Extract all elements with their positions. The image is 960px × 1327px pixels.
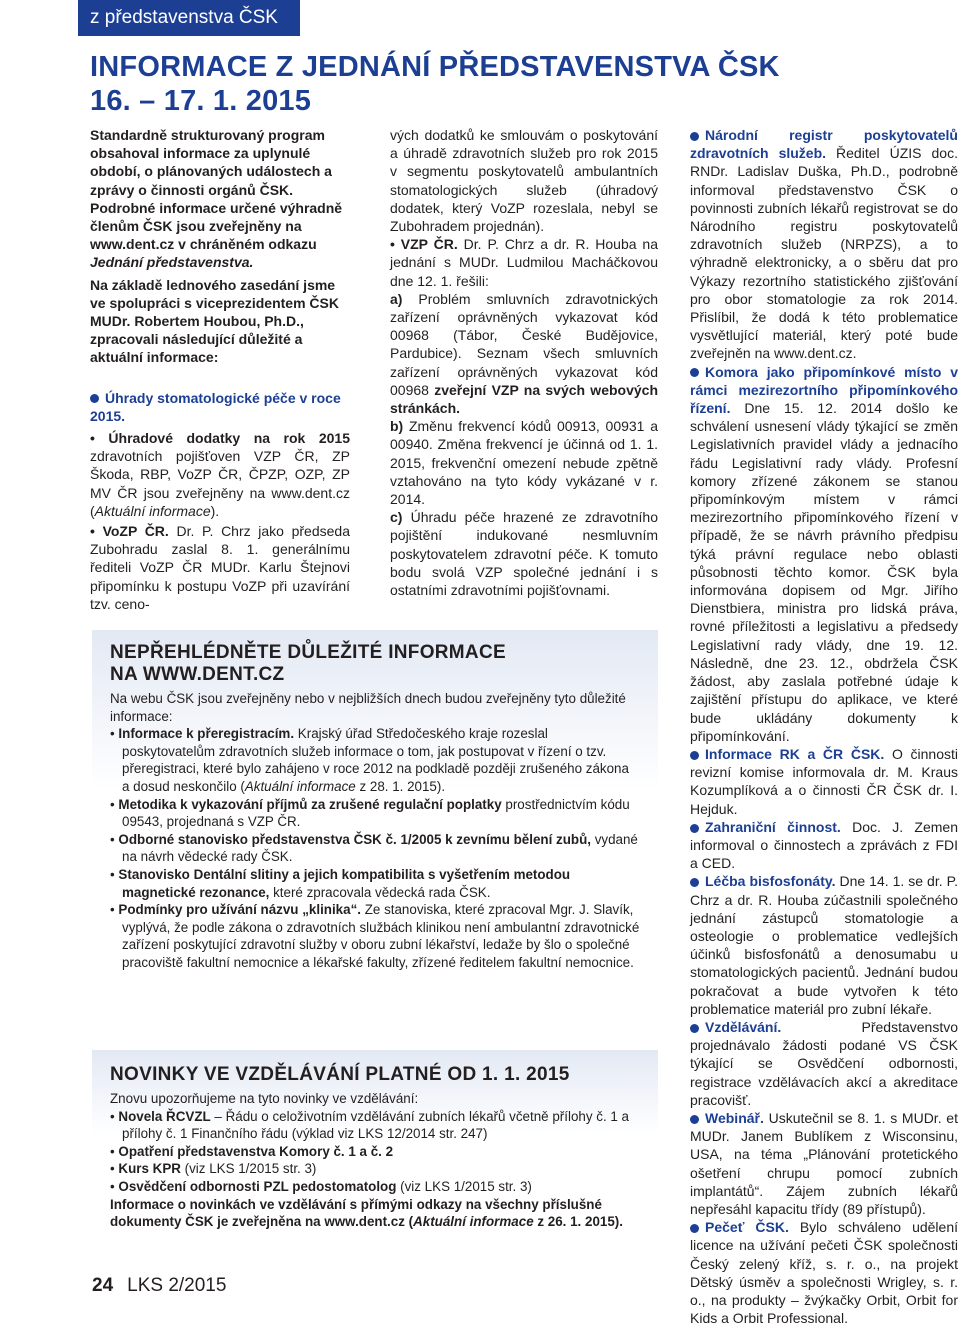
- box-title: NEPŘEHLÉDNĚTE DŮLEŽITÉ INFORMACE NA WWW.DENT.CZ: [110, 642, 506, 685]
- news-item: Léčba bisfosfonáty. Dne 14. 1. se dr. P. Chrz a dr. R. Houba zúčastnili společného jednání zástupců stomatologie a osteologie o problematice vedlejších účinků bisfosfonátů a denosumabu u stomatologických pacientů. Jednání budou pokračovat a bude vytvořen k této problematice materiál pro zubní lékaře.: [690, 873, 958, 1017]
- news-item: Pečeť ČSK. Bylo schváleno udělení licence na užívání pečeti ČSK společnosti Český zelený kříž, s. r. o., na projekt Dětský úsměv a společnosti Wrigley, s. r. o., na produkty – žvýkačky Orbit, Orbit for Kids a Orbit Professional.: [690, 1219, 958, 1327]
- bullet-dot-icon: [690, 1024, 699, 1033]
- news-item: Vzdělávání. Představenstvo projednávalo žádosti podané VS ČSK týkající se Osvědčení odbornosti, registrace vzdělávacích akcí a akreditace pracovišť.: [690, 1018, 958, 1108]
- paragraph-continuation: vých dodatků ke smlouvám o poskytování a úhradě zdravotních služeb pro rok 2015 v segmentu poskytovatelů ambulantních stomatologických služeb (úhradový dodatek, který VoZP rozeslala, nebyl se Zubohradem projednán).: [390, 127, 658, 235]
- box-list-item: • Opatření představenstva Komory č. 1 a č. 2: [110, 1143, 394, 1159]
- section-title-payments: Úhrady stomatologické péče v roce 2015.: [90, 389, 341, 424]
- bullet-dot-icon: [90, 394, 99, 403]
- intro-paragraph: Standardně strukturovaný program obsahoval informace za uplynulé období, o plánovaných událostech a zprávy o činnosti orgánů ČSK. Podrobné informace určené výhradně členům ČSK jsou zveřejněny na www.dent.cz v chráněném odkazu Jednání představenstva.: [90, 127, 343, 271]
- issue-label: LKS 2/2015: [127, 1275, 227, 1296]
- news-item: Národní registr poskytovatelů zdravotních služeb. Ředitel ÚZIS doc. RNDr. Ladislav Duška, Ph.D., podrobně informoval představenstvo ČSK o povinnosti zubních lékařů registrovat se do Národního registru poskytovatelů zdravotních služeb (NRPZS), a to výhradně elektronicky, a o sběru dat pro Výkazy rezortního statistického zjišťování pro obor stomatologie za rok 2014. Přislíbil, že dodá k této problematice vysvětlující materiál, který poté bude zveřejněn na www.dent.cz.: [690, 127, 958, 362]
- paragraph-payment-addenda: • Úhradové dodatky na rok 2015 zdravotních pojišťoven VZP ČR, ZP Škoda, RBP, VoZP ČR, ČPZP, OZP, ZP MV ČR jsou zveřejněny na www.dent.cz (Aktuální informace).: [90, 429, 350, 520]
- bullet-dot-icon: [690, 1115, 699, 1124]
- column-1: [90, 126, 350, 613]
- bullet-dot-icon: [690, 1224, 699, 1233]
- news-item: Webinář. Uskutečnil se 8. 1. s MUDr. et MUDr. Janem Bublíkem z Wisconsinu, USA, na téma „Plánování protetického ošetření chrupu pomocí zubních implantátů“. Zájem zubních lékařů nepřesáhl kapacitu třídy (89 přístupů).: [690, 1109, 958, 1217]
- page-number: 24: [92, 1275, 114, 1296]
- item-b: b) Změnu frekvencí kódů 00913, 00931 a 00940. Změna frekvencí je účinná od 1. 1. 2015, frekvenční omezení nebude zpětně vztahováno na tyto kódy vykázané v r. 2014.: [390, 418, 658, 508]
- important-info-box: [92, 630, 658, 1030]
- box-list-item: • Podmínky pro užívání názvu „klinika“. Ze stanoviska, které zpracoval Mgr. J. Slavík, vyplývá, že podle zákona o zdravotních službách klinikou není ambulantní zdravotnické zařízení poskytující zdravotní služby v oboru zubní lékařství, ledaže by šlo o společné pracoviště fakultní nemocnice a lékařské fakulty, zřízené ředitelem fakultní nemocnice.: [110, 902, 640, 970]
- item-a: a) Problém smluvních zdravotnických zařízení oprávněných vykazovat kód 00968 (Tábor, České Budějovice, Pardubice). Seznam všech smluvních zařízení oprávněných vykazovat kód 00968 zveřejní VZP na svých webových stránkách.: [390, 290, 658, 417]
- page-footer: [92, 1275, 226, 1297]
- box-intro: Na webu ČSK jsou zveřejněny nebo v nejbližších dnech budou zveřejněny tyto důležité informace:: [110, 691, 626, 724]
- news-item: Komora jako připomínkové místo v rámci mezirezortního připomínkového řízení. Dne 15. 12. 2014 došlo ke schválení usnesení vlády týkající se změn Legislativních pravidel vlády a jednacího řádu Legislativní rady vlády. Profesní komory zřízené zákonem se stanou připomínkovým místem v rámci mezirezortního připomínkového řízení v případě, že se návrh právního předpisu týká právní regulace nebo oblasti působnosti těchto komor. ČSK byla informována dopisem od Mgr. Jiřího Dienstbiera, ministra pro lidská práva, rovné příležitosti a legislativu a předsedy Legislativní rady vlády, dne 19. 12. Následně, dne 23. 12., obdržela ČSK žádost, aby zaslala potřebné údaje k zajištění přístupu do aplikace, ve které bude ukládány dokumenty k připomínkování.: [690, 363, 958, 744]
- bullet-dot-icon: [690, 878, 699, 887]
- bullet-dot-icon: [690, 368, 699, 377]
- title-line-2: 16. – 17. 1. 2015: [90, 85, 312, 117]
- bullet-dot-icon: [690, 751, 699, 760]
- column-2: [390, 126, 658, 599]
- page-title: [90, 50, 930, 118]
- box-list-item: • Novela ŘCVZL – Řádu o celoživotním vzdělávání zubních lékařů včetně přílohy č. 1 a přílohy č. 1 Finančního řádu (výklad viz LKS 12/2014 str. 247): [110, 1108, 630, 1142]
- news-item: Zahraniční činnost. Doc. J. Zemen informoval o činnostech a zprávách z FDI a CED.: [690, 818, 958, 872]
- title-line-1: INFORMACE Z JEDNÁNÍ PŘEDSTAVENSTVA ČSK: [90, 51, 780, 83]
- news-item: Informace RK a ČR ČSK. O činnosti revizní komise informovala dr. M. Kraus Kozumplíková a o činnosti ČR ČSK dr. I. Hejduk.: [690, 745, 958, 817]
- box-list-item: • Kurs KPR (viz LKS 1/2015 str. 3): [110, 1161, 317, 1177]
- section-tag: z představenstva ČSK: [78, 0, 300, 36]
- box-intro: Znovu upozorňujeme na tyto novinky ve vzdělávání:: [110, 1091, 419, 1106]
- box-list-item: • Stanovisko Dentální slitiny a jejich kompatibilita s vyšetřením metodou magnetické rezonance, které zpracovala vědecká rada ČSK.: [110, 866, 571, 900]
- paragraph-vzp: • VZP ČR. Dr. P. Chrz a dr. R. Houba na jednání s MUDr. Ludmilou Macháčkovou dne 12. 1. řešili:: [390, 235, 658, 290]
- bullet-dot-icon: [690, 132, 699, 141]
- box-list-item: • Metodika k vykazování příjmů za zrušené regulační poplatky prostřednictvím kódu 09543, projednaná s VZP ČR.: [110, 796, 630, 830]
- intro-paragraph-2: Na základě lednového zasedání jsme ve spolupráci s viceprezidentem ČSK MUDr. Robertem Houbou, Ph.D., zpracovali následující důležité a aktuální informace:: [90, 276, 339, 366]
- box-list-item: • Osvědčení odbornosti PZL pedostomatolog (viz LKS 1/2015 str. 3): [110, 1178, 532, 1194]
- item-c: c) Úhradu péče hrazené ze zdravotního pojištění indukované nesmluvním poskytovatelem zdravotní péče. K tomuto bodu svolá VZP společné jednání i s ostatními zdravotními pojišťovnami.: [390, 509, 658, 599]
- bullet-dot-icon: [690, 824, 699, 833]
- column-3: [690, 126, 958, 1327]
- box-closing: Informace o novinkách ve vzdělávání s přímými odkazy na všechny příslušné dokumenty ČSK je zveřejněna na www.dent.cz (Aktuální informace z 26. 1. 2015).: [110, 1196, 623, 1230]
- paragraph-vozp: • VoZP ČR. Dr. P. Chrz jako předseda Zubohradu zaslal 8. 1. generálnímu řediteli VoZP ČR MUDr. Karlu Štejnovi připomínku k postupu VoZP při uzavírání tzv. ceno-: [90, 522, 350, 613]
- box-list-item: • Odborné stanovisko představenstva ČSK č. 1/2005 k zevnímu bělení zubů, vydané na návrh vědecké rady ČSK.: [110, 831, 638, 865]
- box-title: NOVINKY VE VZDĚLÁVÁNÍ PLATNÉ OD 1. 1. 2015: [110, 1064, 570, 1085]
- education-news-box: [92, 1050, 658, 1260]
- box-list-item: • Informace k přeregistracím. Krajský úřad Středočeského kraje rozeslal poskytovatelům zdravotních služeb informace o tom, jak postupovat v řízení o tzv. přeregistraci, které bylo zahájeno v roce 2012 na podkladě později zrušeného zákona a dosud neskončilo (Aktuální informace z 28. 1. 2015).: [110, 726, 629, 794]
